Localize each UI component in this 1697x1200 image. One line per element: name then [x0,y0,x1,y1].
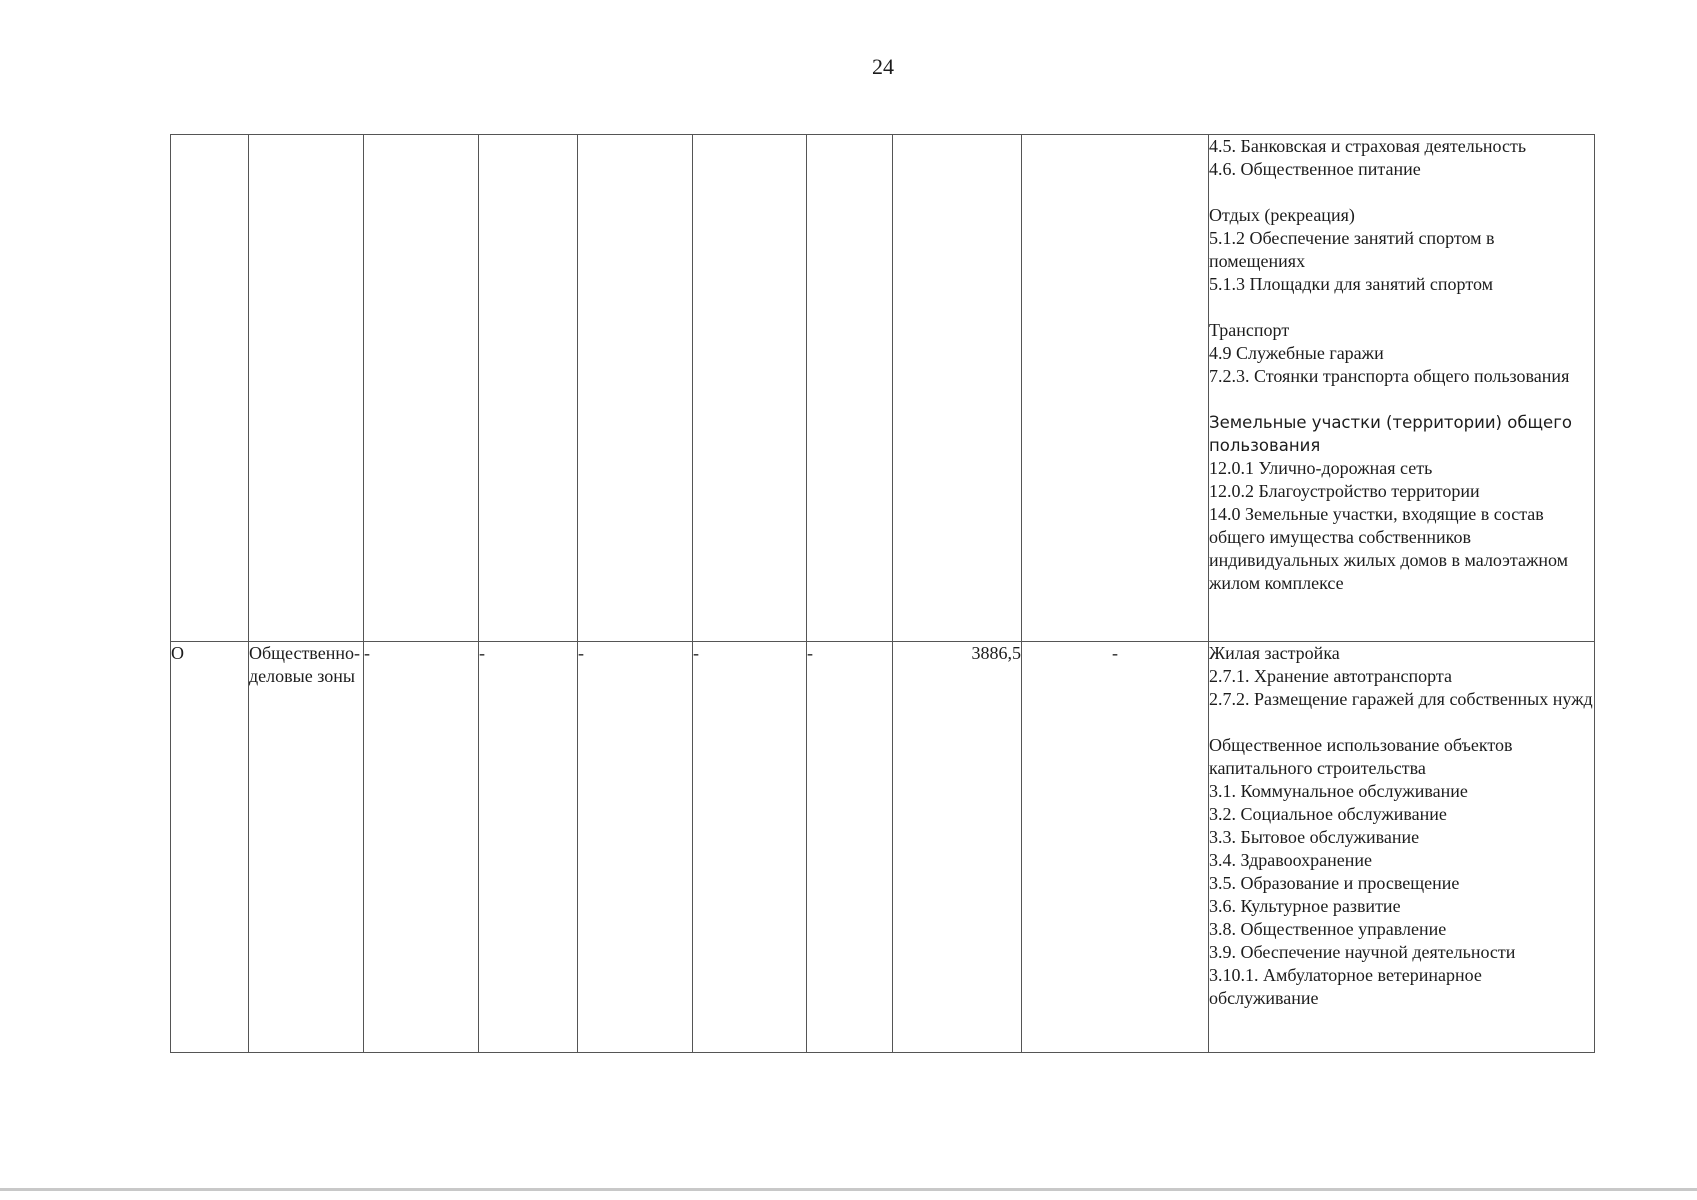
use-item: 5.1.3 Площадки для занятий спортом [1209,274,1493,294]
use-item: 3.10.1. Амбулаторное ветеринарное обслуживание [1209,965,1482,1008]
use-item: 3.1. Коммунальное обслуживание [1209,781,1468,801]
table-cell [893,135,1022,642]
zone-code-cell: О [171,642,249,1053]
use-item: 14.0 Земельные участки, входящие в состав общего имущества собственников индивидуальных жилых домов в малоэтажном жилом комплексе [1209,504,1569,593]
uses-group [1209,204,1594,296]
page-number: 24 [872,54,894,79]
use-item: 3.4. Здравоохранение [1209,850,1373,870]
table-cell: - [807,642,893,1053]
table-cell: - [578,642,693,1053]
permitted-uses-cell [1209,642,1595,1053]
use-item: 4.5. Банковская и страховая деятельность [1209,136,1527,156]
uses-group [1209,319,1594,388]
uses-group [1209,642,1594,711]
use-item: 3.9. Обеспечение научной деятельности [1209,942,1516,962]
uses-group-heading: Отдых (рекреация) [1209,205,1355,225]
zoning-table [170,134,1595,1053]
table-cell: - [693,642,807,1053]
table-cell [364,135,479,642]
uses-group [1209,411,1594,595]
use-item: 5.1.2 Обеспечение занятий спортом в помещениях [1209,228,1495,271]
table-cell: - [364,642,479,1053]
table-row [171,135,1595,642]
use-item: 3.8. Общественное управление [1209,919,1447,939]
uses-group-heading: Общественное использование объектов капитального строительства [1209,735,1513,778]
use-item: 12.0.2 Благоустройство территории [1209,481,1480,501]
uses-group-heading: Транспорт [1209,320,1290,340]
scan-edge-divider [0,1188,1697,1191]
use-item: 3.3. Бытовое обслуживание [1209,827,1420,847]
table-cell [479,135,578,642]
table-cell [249,135,364,642]
use-item: 7.2.3. Стоянки транспорта общего пользования [1209,366,1570,386]
zone-name-cell: Общественно-деловые зоны [249,642,364,1053]
table-row [171,642,1595,1053]
table-cell [693,135,807,642]
table-cell [578,135,693,642]
table-cell [807,135,893,642]
table-cell: - [1022,642,1209,1053]
use-item: 3.2. Социальное обслуживание [1209,804,1447,824]
uses-group [1209,135,1594,181]
table-cell: - [479,642,578,1053]
use-item: 3.6. Культурное развитие [1209,896,1401,916]
table-cell [1022,135,1209,642]
area-cell: 3886,5 [893,642,1022,1053]
permitted-uses-cell [1209,135,1595,642]
table-cell [171,135,249,642]
uses-group [1209,734,1594,1010]
use-item: 4.9 Служебные гаражи [1209,343,1384,363]
use-item: 4.6. Общественное питание [1209,159,1421,179]
uses-group-heading: Земельные участки (территории) общего пользования [1209,413,1572,455]
use-item: 3.5. Образование и просвещение [1209,873,1460,893]
use-item: 2.7.2. Размещение гаражей для собственных нужд [1209,689,1593,709]
use-item: 12.0.1 Улично-дорожная сеть [1209,458,1433,478]
uses-group-heading: Жилая застройка [1209,643,1340,663]
use-item: 2.7.1. Хранение автотранспорта [1209,666,1452,686]
